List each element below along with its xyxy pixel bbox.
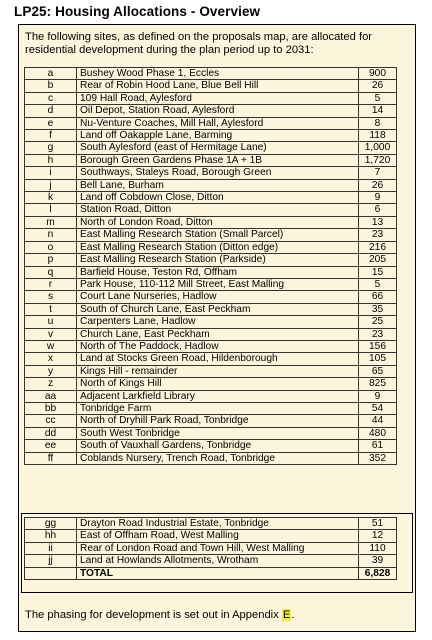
site-name-cell: Park House, 110-112 Mill Street, East Malling [77,278,359,290]
site-name-cell: East Malling Research Station (Parkside) [77,254,359,266]
intro-text: The following sites, as defined on the proposals map, are allocated for residential development during the plan period up to 2031: [25,31,373,56]
site-id-cell: u [25,316,77,328]
site-units-cell: 825 [359,378,397,390]
site-name-cell: Rear of Robin Hood Lane, Blue Bell Hill [77,80,359,92]
site-units-cell: 118 [359,130,397,142]
table-row [25,365,397,377]
site-name-cell: Rear of London Road and Town Hill, West Malling [77,542,359,554]
site-name-cell: Drayton Road Industrial Estate, Tonbridge [77,518,359,530]
table-row [25,117,397,129]
site-id-cell: y [25,365,77,377]
site-name-cell: South of Vauxhall Gardens, Tonbridge [77,440,359,452]
site-units-cell: 26 [359,179,397,191]
site-id-cell: o [25,241,77,253]
site-units-cell: 65 [359,365,397,377]
site-name-cell: Court Lane Nurseries, Hadlow [77,291,359,303]
site-id-cell: j [25,179,77,191]
site-id-cell: ff [25,452,77,464]
site-units-cell: 5 [359,278,397,290]
table-row [25,353,397,365]
site-id-cell: x [25,353,77,365]
site-id-cell: t [25,303,77,315]
site-id-cell: g [25,142,77,154]
table-row [25,542,397,554]
site-name-cell: East Malling Research Station (Ditton edge) [77,241,359,253]
allocations-table [24,67,397,465]
site-id-cell: p [25,254,77,266]
table-row [25,340,397,352]
site-name-cell: North of The Paddock, Hadlow [77,340,359,352]
site-units-cell: 35 [359,303,397,315]
table-row [25,204,397,216]
site-name-cell: Bushey Wood Phase 1, Eccles [77,68,359,80]
total-row [25,567,397,579]
table-row [25,68,397,80]
site-units-cell: 25 [359,316,397,328]
site-name-cell: East Malling Research Station (Small Parcel) [77,229,359,241]
site-name-cell: North of Dryhill Park Road, Tonbridge [77,415,359,427]
site-units-cell: 23 [359,328,397,340]
site-units-cell: 61 [359,440,397,452]
site-id-cell: z [25,378,77,390]
site-units-cell: 5 [359,92,397,104]
site-units-cell: 14 [359,105,397,117]
site-id-cell: i [25,167,77,179]
site-name-cell: Station Road, Ditton [77,204,359,216]
footer-end: . [291,609,295,621]
site-id-cell: gg [25,518,77,530]
site-units-cell: 51 [359,518,397,530]
site-units-cell: 480 [359,427,397,439]
site-name-cell: Adjacent Larkfield Library [77,390,359,402]
site-id-cell: r [25,278,77,290]
site-units-cell: 110 [359,542,397,554]
site-name-cell: Carpenters Lane, Hadlow [77,316,359,328]
total-value: 6,828 [359,567,397,579]
site-id-cell: s [25,291,77,303]
table-row [25,154,397,166]
site-name-cell: 109 Hall Road, Aylesford [77,92,359,104]
site-id-cell: hh [25,530,77,542]
site-units-cell: 205 [359,254,397,266]
site-id-cell: l [25,204,77,216]
table-row [25,167,397,179]
site-units-cell: 352 [359,452,397,464]
site-name-cell: East of Offham Road, West Malling [77,530,359,542]
site-units-cell: 7 [359,167,397,179]
site-id-cell: a [25,68,77,80]
table-row [25,378,397,390]
table-row [25,316,397,328]
site-name-cell: Oil Depot, Station Road, Aylesford [77,105,359,117]
site-id-cell: ee [25,440,77,452]
table-row [25,555,397,567]
site-name-cell: North of London Road, Ditton [77,216,359,228]
site-name-cell: Church Lane, East Peckham [77,328,359,340]
table-row [25,130,397,142]
site-name-cell: Land at Stocks Green Road, Hildenborough [77,353,359,365]
table-row [25,266,397,278]
site-name-cell: South West Tonbridge [77,427,359,439]
site-units-cell: 44 [359,415,397,427]
site-units-cell: 13 [359,216,397,228]
site-name-cell: Land off Cobdown Close, Ditton [77,192,359,204]
table-row [25,518,397,530]
site-id-cell: k [25,192,77,204]
site-id-cell: m [25,216,77,228]
site-units-cell: 66 [359,291,397,303]
site-name-cell: Land at Howlands Allotments, Wrotham [77,555,359,567]
total-label: TOTAL [77,567,359,579]
table-row [25,192,397,204]
site-name-cell: South of Church Lane, East Peckham [77,303,359,315]
site-id-cell: v [25,328,77,340]
table-row [25,179,397,191]
site-name-cell: Kings Hill - remainder [77,365,359,377]
site-id-cell: f [25,130,77,142]
site-units-cell: 8 [359,117,397,129]
table-row [25,229,397,241]
site-id-cell: d [25,105,77,117]
footer-text: The phasing for development is set out in Appendix [25,609,282,621]
total-id-cell [25,567,77,579]
site-name-cell: Coblands Nursery, Trench Road, Tonbridge [77,452,359,464]
site-units-cell: 39 [359,555,397,567]
table-row [25,303,397,315]
site-units-cell: 54 [359,402,397,414]
site-units-cell: 6 [359,204,397,216]
site-units-cell: 900 [359,68,397,80]
site-units-cell: 15 [359,266,397,278]
table-row [25,142,397,154]
table-row [25,278,397,290]
site-units-cell: 9 [359,390,397,402]
site-units-cell: 12 [359,530,397,542]
table-row [25,415,397,427]
footer-note [25,609,294,621]
table-row [25,80,397,92]
site-id-cell: h [25,154,77,166]
site-name-cell: Land off Oakapple Lane, Barming [77,130,359,142]
site-units-cell: 1,720 [359,154,397,166]
table-row [25,92,397,104]
site-name-cell: North of Kings Hill [77,378,359,390]
site-id-cell: ii [25,542,77,554]
site-id-cell: cc [25,415,77,427]
site-id-cell: b [25,80,77,92]
site-units-cell: 105 [359,353,397,365]
site-name-cell: Bell Lane, Burham [77,179,359,191]
site-name-cell: Barfield House, Teston Rd, Offham [77,266,359,278]
site-units-cell: 1,000 [359,142,397,154]
site-name-cell: Borough Green Gardens Phase 1A + 1B [77,154,359,166]
site-id-cell: aa [25,390,77,402]
site-name-cell: Tonbridge Farm [77,402,359,414]
site-units-cell: 9 [359,192,397,204]
table-row [25,328,397,340]
site-units-cell: 23 [359,229,397,241]
table-row [25,241,397,253]
table-row [25,105,397,117]
site-name-cell: Southways, Staleys Road, Borough Green [77,167,359,179]
site-units-cell: 156 [359,340,397,352]
appendix-highlight: E [282,609,291,621]
site-units-cell: 216 [359,241,397,253]
site-id-cell: n [25,229,77,241]
site-units-cell: 26 [359,80,397,92]
table-row [25,440,397,452]
table-row [25,390,397,402]
site-id-cell: jj [25,555,77,567]
table-row [25,291,397,303]
site-id-cell: bb [25,402,77,414]
table-row [25,216,397,228]
table-row [25,427,397,439]
table-row [25,530,397,542]
site-name-cell: South Aylesford (east of Hermitage Lane) [77,142,359,154]
table-row [25,254,397,266]
site-id-cell: q [25,266,77,278]
site-name-cell: Nu-Venture Coaches, Mill Hall, Aylesford [77,117,359,129]
page-title: LP25: Housing Allocations - Overview [14,4,261,19]
site-id-cell: c [25,92,77,104]
site-id-cell: e [25,117,77,129]
table-row [25,402,397,414]
site-id-cell: w [25,340,77,352]
additional-sites-table [24,517,397,580]
table-row [25,452,397,464]
site-id-cell: dd [25,427,77,439]
